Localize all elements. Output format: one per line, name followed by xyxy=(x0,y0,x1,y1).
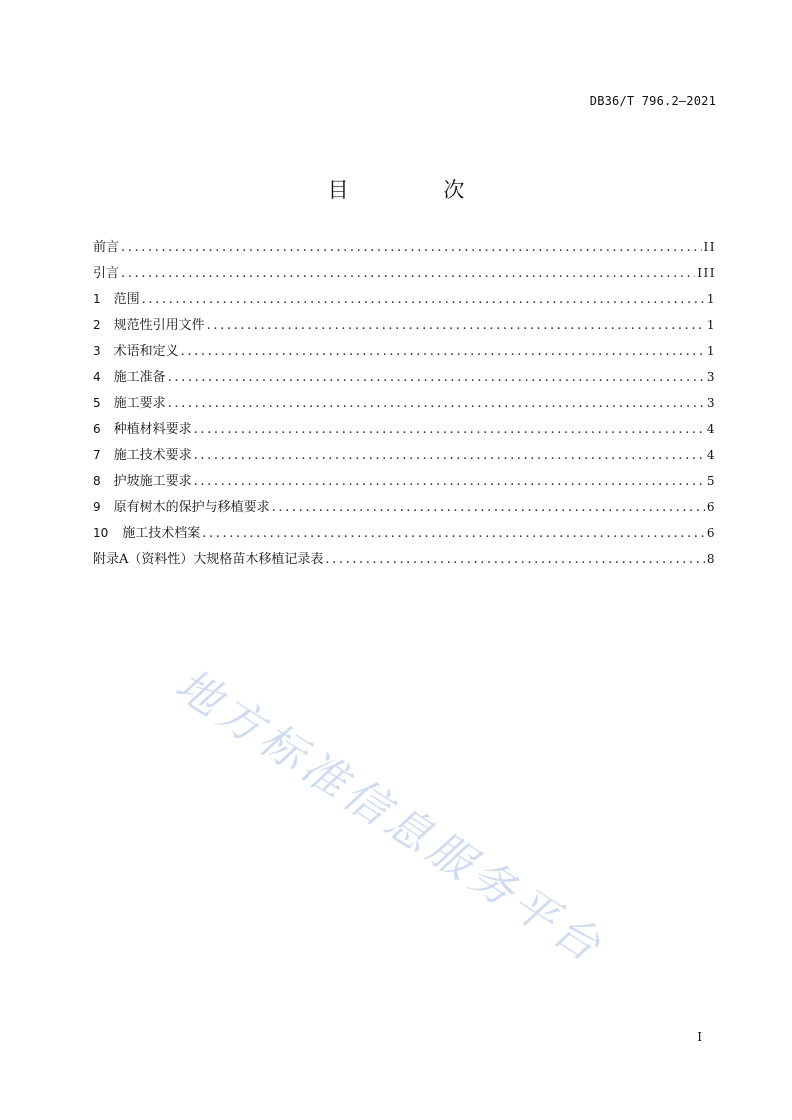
toc-entry-page: 3 xyxy=(706,370,716,384)
toc-leader-dots xyxy=(272,500,705,515)
toc-entry-label: 原有树木的保护与移植要求 xyxy=(113,500,270,515)
toc-list xyxy=(93,236,716,574)
toc-entry-introduction[interactable] xyxy=(93,262,716,288)
toc-entry-page: 8 xyxy=(706,552,716,566)
toc-entry-label: 术语和定义 xyxy=(113,344,179,359)
toc-entry-page: III xyxy=(697,266,716,280)
toc-entry-number: 6 xyxy=(93,422,101,436)
toc-leader-dots xyxy=(207,318,705,333)
toc-entry-page: 5 xyxy=(706,474,716,488)
toc-entry-page: 1 xyxy=(706,292,716,306)
toc-entry-label: 引言 xyxy=(93,266,120,281)
toc-entry-construction-requirements[interactable] xyxy=(93,392,716,418)
toc-leader-dots xyxy=(142,292,705,307)
page-number: I xyxy=(697,1030,702,1044)
toc-entry-label: 护坡施工要求 xyxy=(113,474,192,489)
toc-entry-page: 6 xyxy=(706,500,716,514)
toc-entry-label: 范围 xyxy=(113,292,140,307)
toc-entry-page: 3 xyxy=(706,396,716,410)
toc-leader-dots xyxy=(194,474,705,489)
toc-leader-dots xyxy=(194,422,705,437)
toc-entry-number: 8 xyxy=(93,474,101,488)
watermark: 地方标准信息服务平台 xyxy=(166,659,614,975)
toc-leader-dots xyxy=(181,344,705,359)
toc-entry-technical-archives[interactable] xyxy=(93,522,716,548)
toc-entry-tree-protection[interactable] xyxy=(93,496,716,522)
toc-leader-dots xyxy=(325,552,704,567)
toc-entry-number: 2 xyxy=(93,318,101,332)
toc-entry-appendix-a[interactable] xyxy=(93,548,716,574)
toc-title: 目 次 xyxy=(327,178,509,202)
toc-leader-dots xyxy=(168,370,705,385)
toc-entry-slope-protection[interactable] xyxy=(93,470,716,496)
toc-entry-label: 施工要求 xyxy=(113,396,166,411)
toc-entry-label: 种植材料要求 xyxy=(113,422,192,437)
toc-entry-normative-references[interactable] xyxy=(93,314,716,340)
toc-entry-terms-definitions[interactable] xyxy=(93,340,716,366)
toc-leader-dots xyxy=(194,448,705,463)
toc-entry-page: 1 xyxy=(706,318,716,332)
toc-entry-foreword[interactable] xyxy=(93,236,716,262)
toc-leader-dots xyxy=(202,526,705,541)
toc-entry-label: 附录A（资料性）大规格苗木移植记录表 xyxy=(93,552,324,567)
toc-entry-technical-requirements[interactable] xyxy=(93,444,716,470)
toc-entry-page: 6 xyxy=(706,526,716,540)
toc-entry-number: 7 xyxy=(93,448,101,462)
toc-entry-label: 前言 xyxy=(93,240,120,255)
toc-entry-planting-materials[interactable] xyxy=(93,418,716,444)
toc-entry-page: II xyxy=(703,240,716,254)
toc-entry-number: 3 xyxy=(93,344,101,358)
toc-entry-number: 10 xyxy=(93,526,109,540)
toc-entry-page: 4 xyxy=(706,448,716,462)
toc-entry-label: 施工技术档案 xyxy=(122,526,201,541)
standard-code: DB36/T 796.2—2021 xyxy=(589,94,716,108)
toc-entry-page: 4 xyxy=(706,422,716,436)
toc-entry-label: 施工技术要求 xyxy=(113,448,192,463)
toc-leader-dots xyxy=(168,396,705,411)
toc-entry-construction-preparation[interactable] xyxy=(93,366,716,392)
toc-entry-number: 1 xyxy=(93,292,101,306)
toc-entry-number: 9 xyxy=(93,500,101,514)
toc-entry-page: 1 xyxy=(706,344,716,358)
toc-entry-label: 施工准备 xyxy=(113,370,166,385)
toc-leader-dots xyxy=(121,240,702,255)
toc-leader-dots xyxy=(121,266,695,281)
toc-entry-number: 4 xyxy=(93,370,101,384)
toc-entry-label: 规范性引用文件 xyxy=(113,318,205,333)
toc-entry-scope[interactable] xyxy=(93,288,716,314)
toc-entry-number: 5 xyxy=(93,396,101,410)
